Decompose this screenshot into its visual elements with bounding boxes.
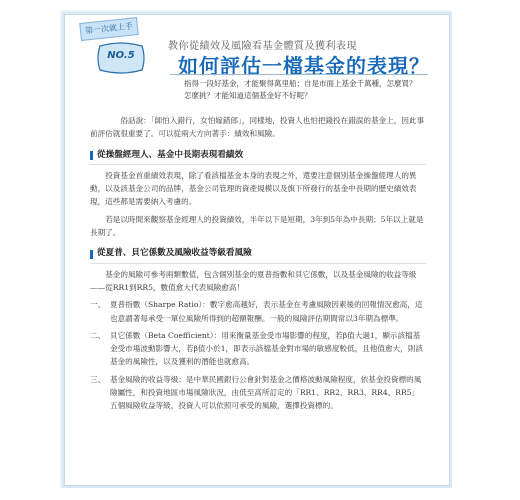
badge-label: NO.5 xyxy=(107,50,135,61)
list-item xyxy=(90,329,426,369)
paragraph: 若是以時間來觀察基金經理人的投資績效，半年以下是短期，3年到5年為中長期；5年以上就是長期了。 xyxy=(90,214,424,238)
list-item xyxy=(90,373,426,413)
section-heading xyxy=(90,247,426,263)
list-text: 夏普指數（Sharpe Ratio）：數字愈高越好，表示基金在考慮風險因素後的回報情況愈高，這也意謂著每承受一單位風險所得到的超額報酬。一般的風險評估期間常以3年期為標準。 xyxy=(110,300,423,323)
article-intro xyxy=(184,78,424,102)
number-badge xyxy=(96,40,146,76)
article-body xyxy=(90,114,426,417)
paragraph: 基金的風險可參考兩類數值，包含個別基金的夏普指數和貝它係數，以及基金風險的收益等級——從RR1到RR5，數值愈大代表風險愈高！ xyxy=(90,269,417,292)
heading-text: 從操盤經理人、基金中長期表現看績效 xyxy=(97,149,244,160)
heading-text: 從夏普、貝它係數及風險收益等級看風險 xyxy=(97,248,252,259)
paragraph: 投資基金首重績效表現，除了看該檔基金本身的表現之外，還要注意個別基金操盤經理人的異動，以及該基金公司的品牌，基金公司管理的資產規模以及旗下所發行的基金中長期的歷史績效表現，這些都是需要納入考慮的。 xyxy=(90,170,417,207)
paragraph: 俗話說：「師怕入錯行，女怕嫁錯郎」，同樣地，投資人也怕把錢投在錯誤的基金上，因此事前評估就很重要了。可以從兩大方向著手：績效和風險。 xyxy=(90,116,425,139)
section-heading xyxy=(90,149,426,165)
heading-marker-icon xyxy=(90,250,93,259)
list-text: 基金風險的收益等級：是中華民國銀行公會針對基金之價格波動風險程度，依基金投資標的風險屬性，和投資地區市場風險狀況，由低至高所訂定的「RR1、RR2、RR3、RR4、RR5」五個風險收益等級，投資人可以依照可承受的風險，選擇投資標的。 xyxy=(110,374,422,411)
section-tag: 第一次就上手 xyxy=(79,17,139,41)
list-item xyxy=(90,298,426,325)
list-text: 貝它係數（Beta Coefficient）：用來衡量基金受市場影響的程度，若β值大過1，顯示該檔基金受市場波動影響大，若β值小於1，即表示該檔基金對市場的敏感度較低，且他值愈大，則該基金的風險性，以及獲利的潛能也就愈高。 xyxy=(110,330,423,367)
list-number: 二、 xyxy=(90,330,106,340)
heading-marker-icon xyxy=(90,151,93,160)
intro-line: 指得一段好基金，才能聚得萬里船；自是市面上基金千萬種，怎麼買？ xyxy=(184,79,417,88)
title-divider xyxy=(170,74,428,75)
article-title: 如何評估一檔基金的表現？ xyxy=(178,54,430,78)
list-number: 一、 xyxy=(90,300,106,310)
list-number: 三、 xyxy=(90,374,106,384)
intro-line: 怎麼挑？才能知道這個基金好不好呢？ xyxy=(184,91,312,100)
article-subtitle: 教你從績效及風險看基金體質及獲利表現 xyxy=(168,41,357,52)
